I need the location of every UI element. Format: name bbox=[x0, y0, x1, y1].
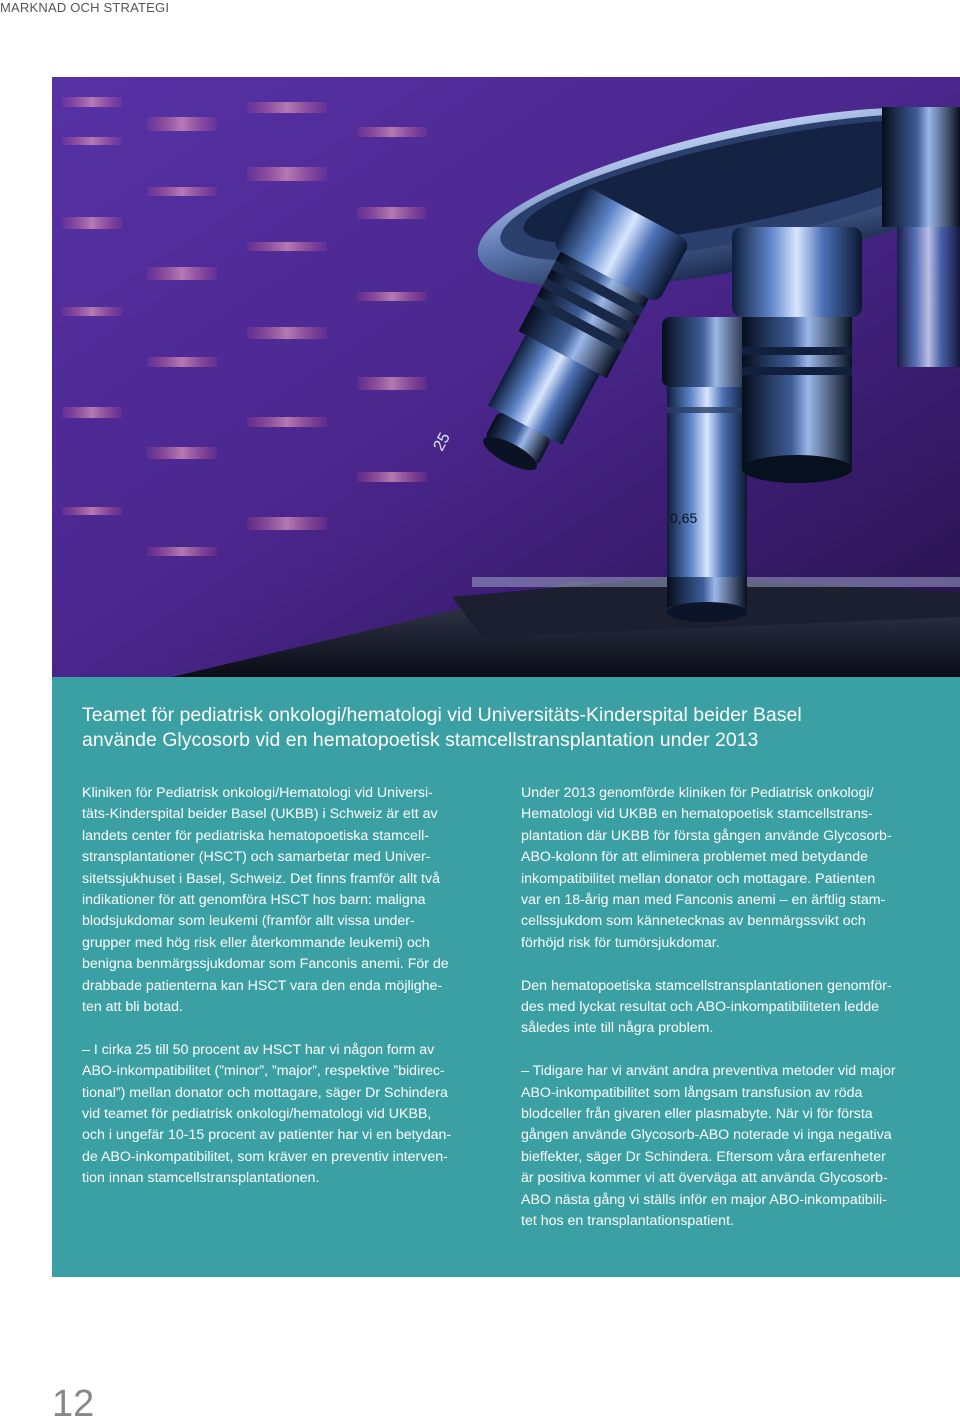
text-line: de ABO-inkompatibilitet, som kräver en preventiv interven- bbox=[82, 1148, 448, 1165]
text-line: förhöjd risk för tumörsjukdomar. bbox=[521, 934, 720, 951]
text-line: Kliniken för Pediatrisk onkologi/Hematologi vid Universi- bbox=[82, 785, 433, 801]
paragraph bbox=[521, 976, 941, 1040]
text-line: – Tidigare har vi använt andra preventiva metoder vid major bbox=[521, 1063, 896, 1080]
text-line: Den hematopoetiska stamcellstransplantationen genomför- bbox=[521, 977, 892, 994]
text-line: ABO-inkompatibilitet (”minor”, ”major”, respektive ”bidirec- bbox=[82, 1063, 445, 1080]
text-line: och i ungefär 10-15 procent av patienter har vi en betydan- bbox=[82, 1127, 452, 1144]
text-line: ten att bli botad. bbox=[82, 999, 183, 1016]
text-line: är positiva kommer vi att överväga att använda Glycosorb- bbox=[521, 1170, 888, 1187]
text-line: vid teamet för pediatrisk onkologi/hematologi vid UKBB, bbox=[82, 1106, 432, 1123]
text-line: tion innan stamcellstransplantationen. bbox=[82, 1170, 320, 1187]
text-line: gången använde Glycosorb-ABO noterade vi inga negativa bbox=[521, 1127, 892, 1144]
text-line: grupper med hög risk eller återkommande leukemi) och bbox=[82, 934, 430, 951]
text-line: cellssjukdom som kännetecknas av benmärgssvikt och bbox=[521, 913, 866, 930]
text-line: ABO-kolonn för att eliminera problemet med betydande bbox=[521, 849, 868, 866]
text-line: inkompatibilitet mellan donator och mottagare. Patienten bbox=[521, 870, 876, 887]
text-line: Hematologi vid UKBB en hematopoetisk stamcellstrans- bbox=[521, 806, 873, 823]
text-line: Under 2013 genomförde kliniken för Pediatrisk onkologi/ bbox=[521, 785, 874, 801]
page-number: 12 bbox=[52, 1383, 95, 1424]
section-label: MARKNAD OCH STRATEGI bbox=[0, 0, 170, 15]
headline-line-2: använde Glycosorb vid en hematopoetisk stamcellstransplantation under 2013 bbox=[82, 729, 759, 751]
text-line: tional”) mellan donator och mottagare, säger Dr Schindera bbox=[82, 1084, 448, 1101]
text-line: var en 18-årig man med Fanconis anemi – en ärftlig stam- bbox=[521, 892, 886, 909]
hero-image-microscope bbox=[52, 77, 960, 677]
text-line: tet hos en transplantationspatient. bbox=[521, 1213, 734, 1230]
left-column bbox=[82, 783, 502, 1211]
paragraph bbox=[521, 783, 941, 954]
text-line: ABO nästa gång vi ställs inför en major ABO-inkompatibili- bbox=[521, 1191, 887, 1208]
text-line: – I cirka 25 till 50 procent av HSCT har vi någon form av bbox=[82, 1041, 435, 1058]
text-line: blodsjukdomar som leukemi (framför allt vissa under- bbox=[82, 913, 415, 930]
text-line: landets center för pediatriska hematopoetiska stamcell- bbox=[82, 827, 429, 844]
text-line: benigna benmärgssjukdomar som Fanconis anemi. För de bbox=[82, 956, 449, 973]
text-line: indikationer för att genomföra HSCT hos barn: maligna bbox=[82, 892, 426, 909]
right-column bbox=[521, 783, 941, 1254]
paragraph bbox=[82, 783, 502, 1018]
text-line: bieffekter, säger Dr Schindera. Eftersom våra erfarenheter bbox=[521, 1148, 886, 1165]
text-line: således inte till några problem. bbox=[521, 1020, 714, 1037]
objective-marking-0-65: 0,65 bbox=[670, 510, 698, 526]
text-line: ABO-inkompatibilitet som långsam transfusion av röda bbox=[521, 1084, 863, 1101]
paragraph bbox=[521, 1061, 941, 1232]
text-line: blodceller från givaren eller plasmabyte. När vi för första bbox=[521, 1106, 873, 1123]
article-panel bbox=[52, 677, 960, 1277]
microscope-illustration bbox=[52, 77, 960, 677]
text-line: drabbade patienterna kan HSCT vara den enda möjlighe- bbox=[82, 977, 443, 994]
text-line: stransplantationer (HSCT) och samarbetar med Univer- bbox=[82, 849, 431, 866]
article-headline bbox=[82, 703, 922, 753]
text-line: des med lyckat resultat och ABO-inkompatibiliteten ledde bbox=[521, 999, 880, 1016]
text-line: täts-Kinderspital beider Basel (UKBB) i Schweiz är ett av bbox=[82, 806, 438, 823]
text-line: sitetssjukhuset i Basel, Schweiz. Det finns framför allt två bbox=[82, 870, 440, 887]
objective-marking-25: 25 bbox=[430, 430, 454, 454]
text-line: plantation där UKBB för första gången använde Glycosorb- bbox=[521, 827, 892, 844]
headline-line-1: Teamet för pediatrisk onkologi/hematologi vid Universitäts-Kinderspital beider Basel bbox=[82, 704, 802, 726]
paragraph bbox=[82, 1040, 502, 1190]
